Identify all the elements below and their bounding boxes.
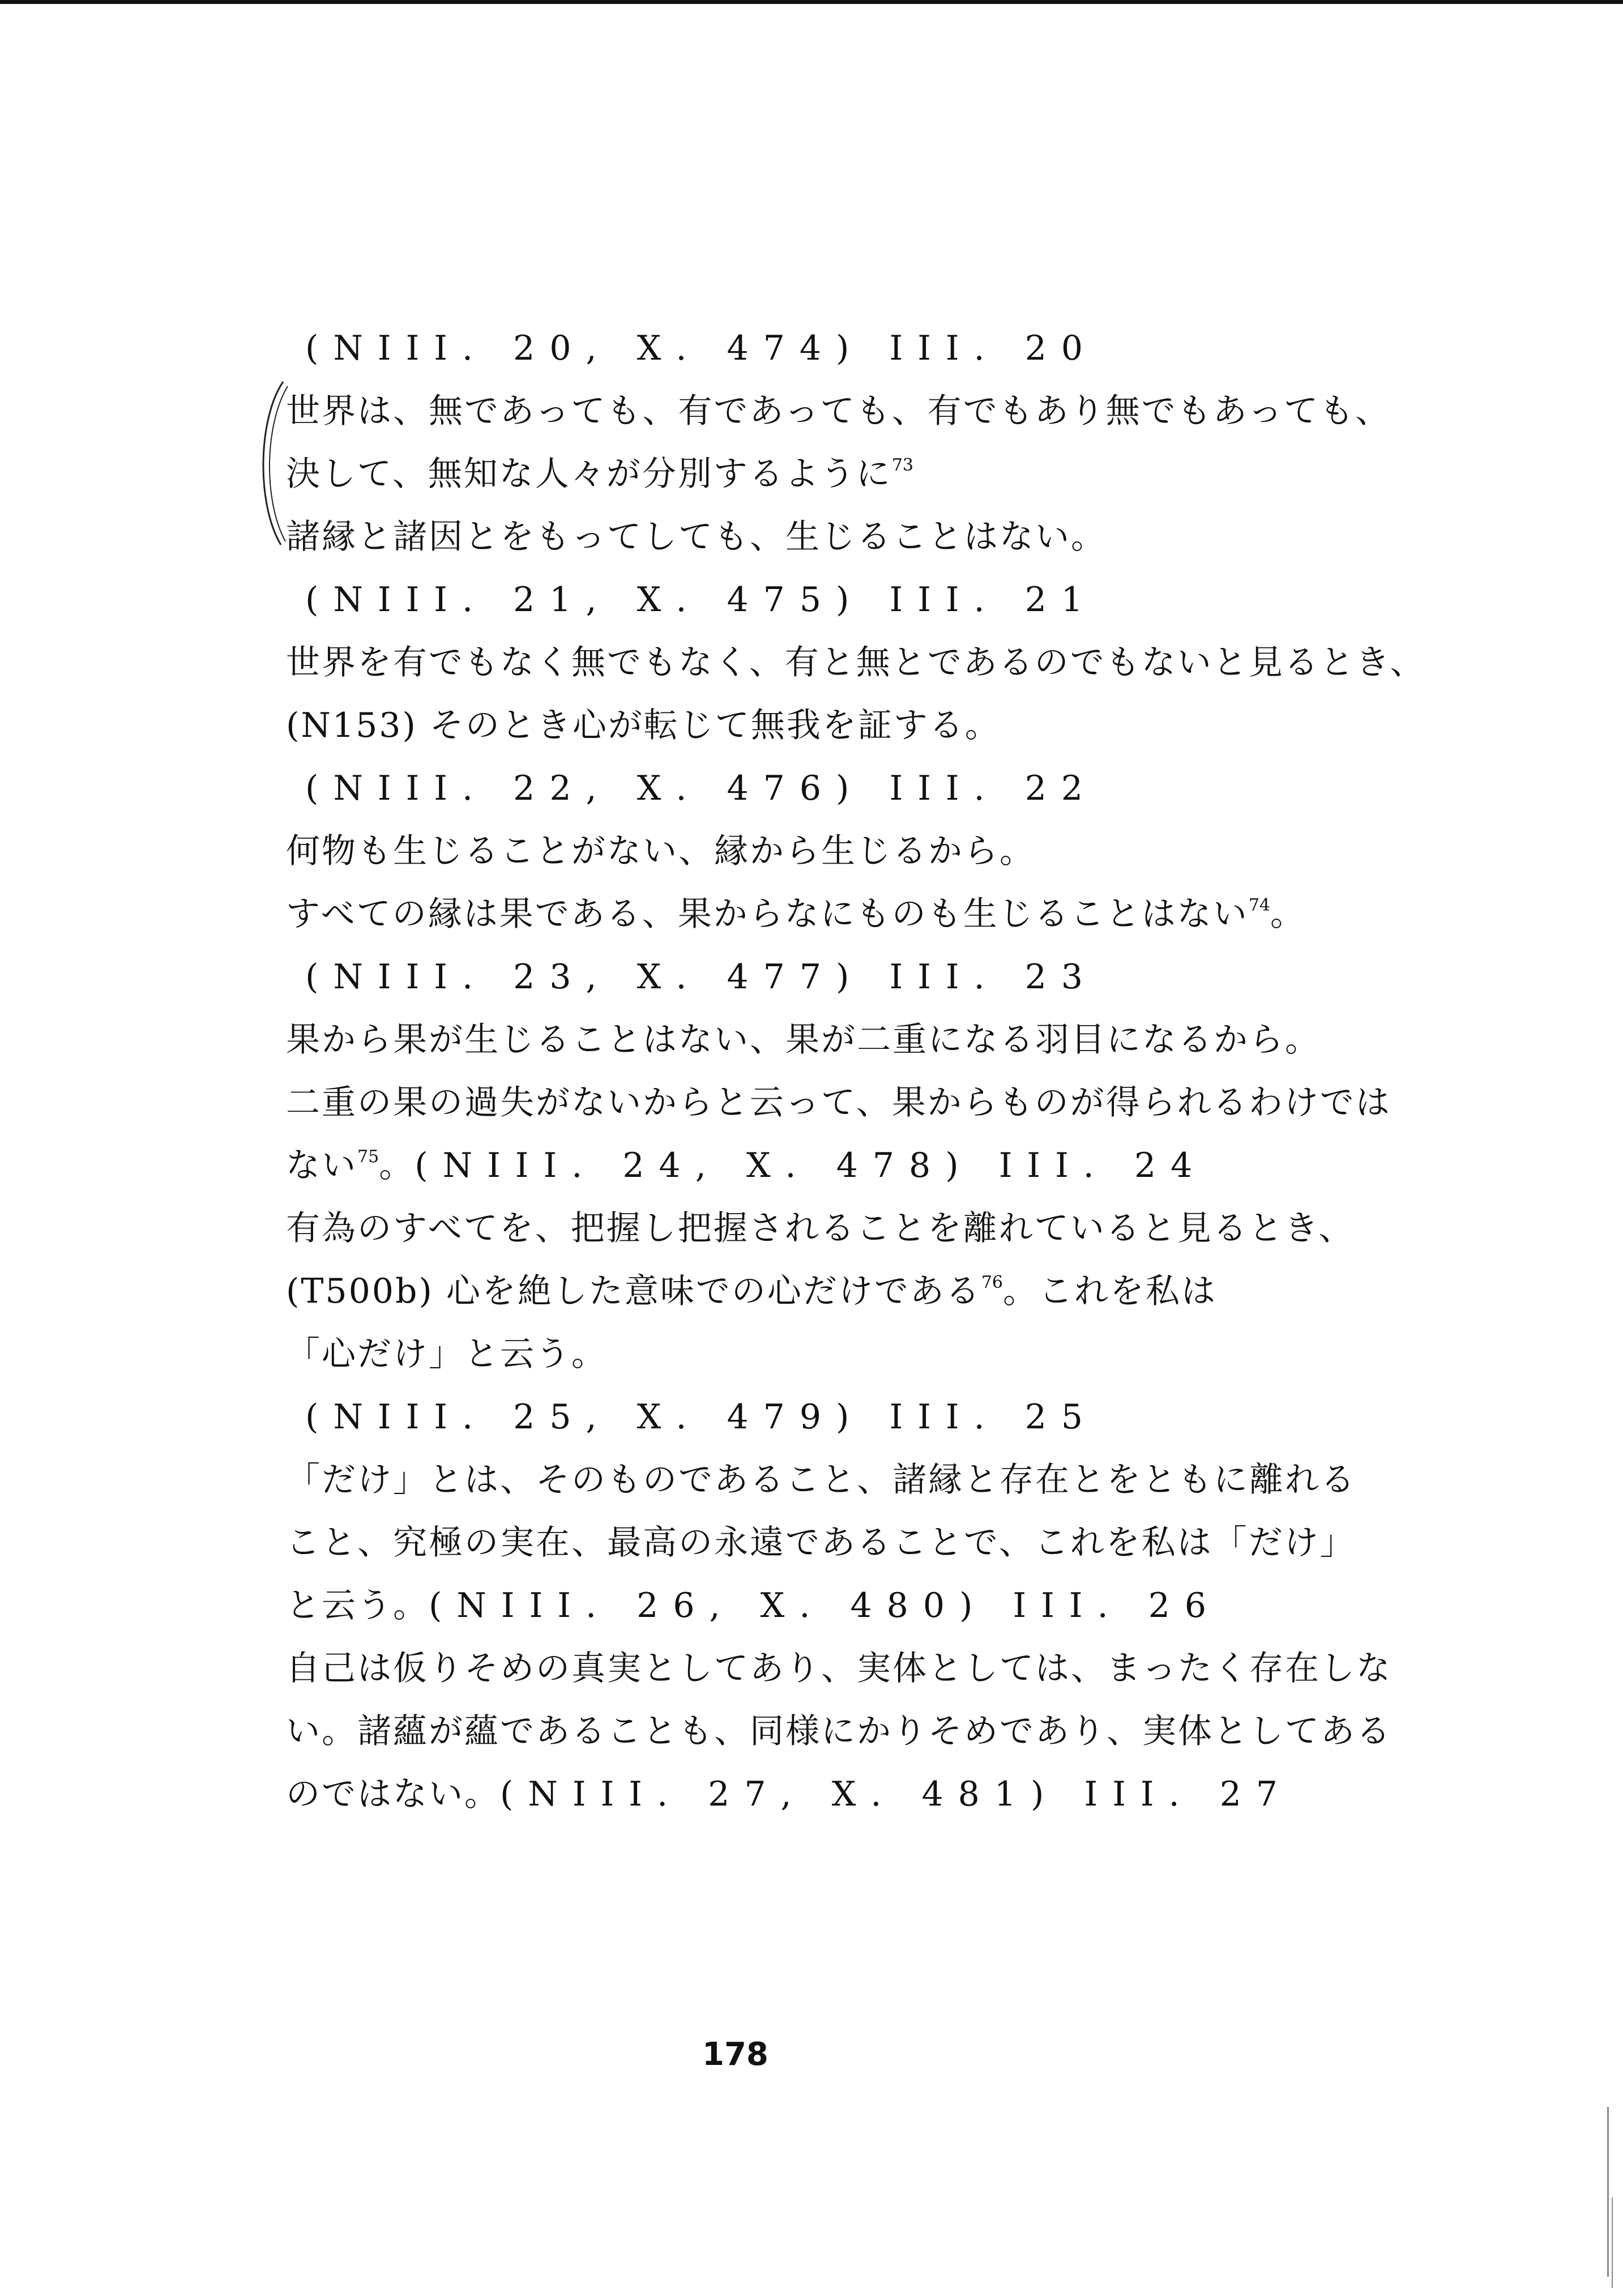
text-line-15: 有為のすべてを、把握し把握されることを離れていると見るとき、 [286,1209,1355,1248]
scan-edge-mark [1607,2107,1609,2277]
text-line-10 [286,883,1577,946]
text-line-7: (N153) そのとき心が転じて無我を証する。 [286,706,1001,745]
line-10-text: すべての縁は果である、果からなにものも生じることはない [286,894,1249,934]
text-line-21 [286,1574,1577,1637]
text-line-9: 何物も生じることがない、縁から生じるから。 [286,831,1035,871]
text-line-17: 「心だけ」と云う。 [286,1334,607,1374]
text-line-18: (NIII. 25, X. 479) III. 25 [305,1397,1098,1437]
text-line-1: (NIII. 20, X. 474) III. 20 [305,328,1098,368]
footnote-marker-76: 76 [981,1273,1003,1292]
line-16-after: 。これを私は [1003,1271,1218,1311]
footnote-marker-74: 74 [1248,895,1270,915]
text-line-24 [286,1763,1577,1826]
text-line-12: 果から果が生じることはない、果が二重になる羽目になるから。 [286,1020,1321,1060]
line-24-text: のではない。 [286,1774,500,1814]
line-14-after: 。 [379,1146,415,1185]
body-text [286,317,1577,1826]
line-14-text: ない [286,1146,357,1185]
text-line-4: 諸縁と諸因とをもってしても、生じることはない。 [286,517,1107,557]
text-line-11: (NIII. 23, X. 477) III. 23 [305,957,1098,997]
text-line-3 [286,443,1577,506]
scan-edge-mark [1612,2197,1613,2288]
footnote-marker-73: 73 [891,455,913,475]
line-10-after: 。 [1270,894,1306,934]
top-border-line [0,0,1623,4]
text-line-8: (NIII. 22, X. 476) III. 22 [305,769,1098,808]
text-line-6: 世界を有でもなく無でもなく、有と無とであるのでもないと見るとき、 [286,643,1426,682]
text-line-22: 自己は仮りそめの真実としてあり、実体としては、まったく存在しな [286,1649,1392,1688]
line-24-ref: (NIII. 27, X. 481) III. 27 [500,1774,1293,1814]
text-line-5: (NIII. 21, X. 475) III. 21 [305,580,1098,620]
text-line-13: 二重の果の過失がないからと云って、果からものが得られるわけでは [286,1083,1391,1123]
line-3-text: 決して、無知な人々が分別するように [286,454,892,494]
line-21-ref: (NIII. 26, X. 480) III. 26 [429,1586,1221,1625]
text-line-19: 「だけ」とは、そのものであること、諸縁と存在とをともに離れる [286,1460,1356,1500]
text-line-14 [286,1134,1577,1197]
text-line-20: こと、究極の実在、最高の永遠であることで、これを私は「だけ」 [286,1523,1356,1563]
text-line-2: 世界は、無であっても、有であっても、有でもあり無でもあっても、 [286,391,1391,431]
page-number: 178 [702,2036,768,2073]
line-21-text: と云う。 [286,1586,429,1625]
text-line-23: い。諸蘊が蘊であることも、同様にかりそめであり、実体としてある [286,1712,1392,1751]
line-14-ref: (NIII. 24, X. 478) III. 24 [415,1146,1207,1185]
footnote-marker-75: 75 [357,1147,379,1167]
line-16-text: (T500b) 心を絶した意味での心だけである [286,1271,981,1311]
text-line-16 [286,1260,1577,1323]
